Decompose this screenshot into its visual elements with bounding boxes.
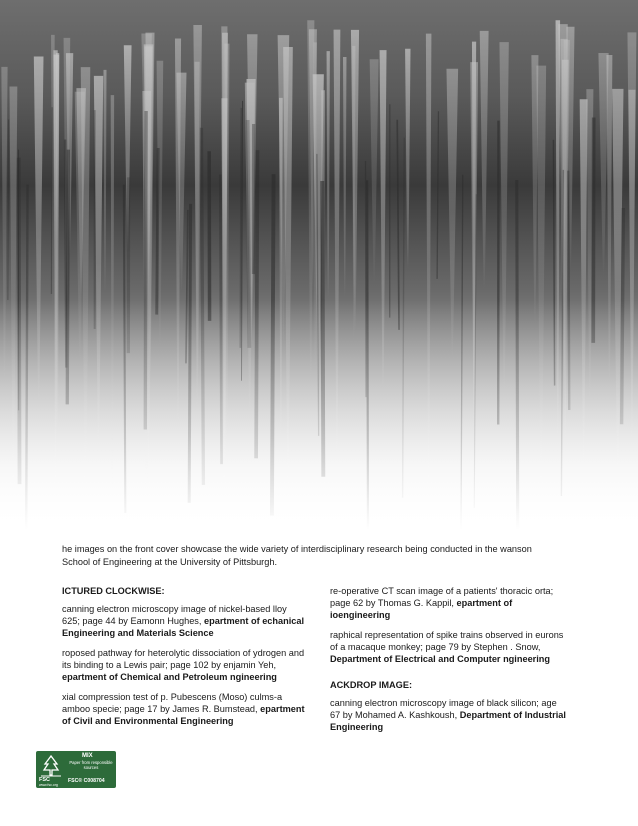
caption-department: Department of Electrical and Computer ngineering — [330, 654, 551, 664]
silicon-shadow-texture — [157, 148, 159, 315]
fsc-tree-icon — [39, 754, 63, 778]
caption-item — [62, 603, 306, 639]
cover-intro-text: he images on the front cover showcase the wide variety of interdisciplinary research being conducted in the wanson School of Engineering at the University of Pittsburgh. — [62, 544, 532, 567]
fsc-website: www.fsc.org — [39, 783, 58, 787]
caption-department: epartment of echanical Engineering and Materials Science — [62, 616, 305, 638]
caption-text: canning electron microscopy image of nickel-based lloy 625; page 44 by Eamonn Hughes, — [62, 604, 287, 626]
backdrop-image-heading: ACKDROP IMAGE: — [330, 680, 413, 690]
caption-department: epartment of Chemical and Petroleum ngineering — [62, 672, 277, 682]
fsc-source-label: Paper from responsible sources — [69, 760, 113, 770]
pictured-clockwise-section — [62, 585, 306, 735]
caption-item — [330, 697, 566, 733]
caption-department: epartment of ioengineering — [330, 598, 513, 620]
caption-text: raphical representation of spike trains observed in eurons of a macaque monkey; page 79 by Stephen . Snow, — [330, 630, 564, 652]
caption-item — [62, 647, 306, 683]
caption-text: xial compression test of p. Pubescens (Moso) culms-a amboo specie; page 17 by James R. Bumstead, — [62, 692, 283, 714]
pictured-clockwise-section-continued — [330, 585, 566, 741]
fsc-mix-label: MIX — [82, 753, 93, 759]
caption-item — [62, 691, 306, 727]
silicon-shadow-texture — [51, 107, 52, 294]
caption-item — [330, 585, 566, 621]
caption-item — [330, 629, 566, 665]
pictured-clockwise-heading: ICTURED CLOCKWISE: — [62, 586, 165, 596]
caption-text: roposed pathway for heterolytic dissociation of ydrogen and its binding to a Lewis pair; page 102 by enjamin Yeh, — [62, 648, 305, 670]
silicon-shadow-texture — [8, 119, 9, 300]
caption-department: epartment of Civil and Environmental Engineering — [62, 704, 305, 726]
caption-text: canning electron microscopy image of black silicon; age 67 by Mohamed A. Kashkoush, — [330, 698, 557, 720]
fsc-license-code: FSC® C008704 — [68, 778, 105, 784]
caption-department: Department of Industrial Engineering — [330, 710, 566, 732]
fsc-org-label: FSC — [39, 777, 50, 783]
fsc-logo — [36, 751, 116, 788]
caption-text: re-operative CT scan image of a patients' thoracic orta; page 62 by Thomas G. Kappil, — [330, 586, 554, 608]
